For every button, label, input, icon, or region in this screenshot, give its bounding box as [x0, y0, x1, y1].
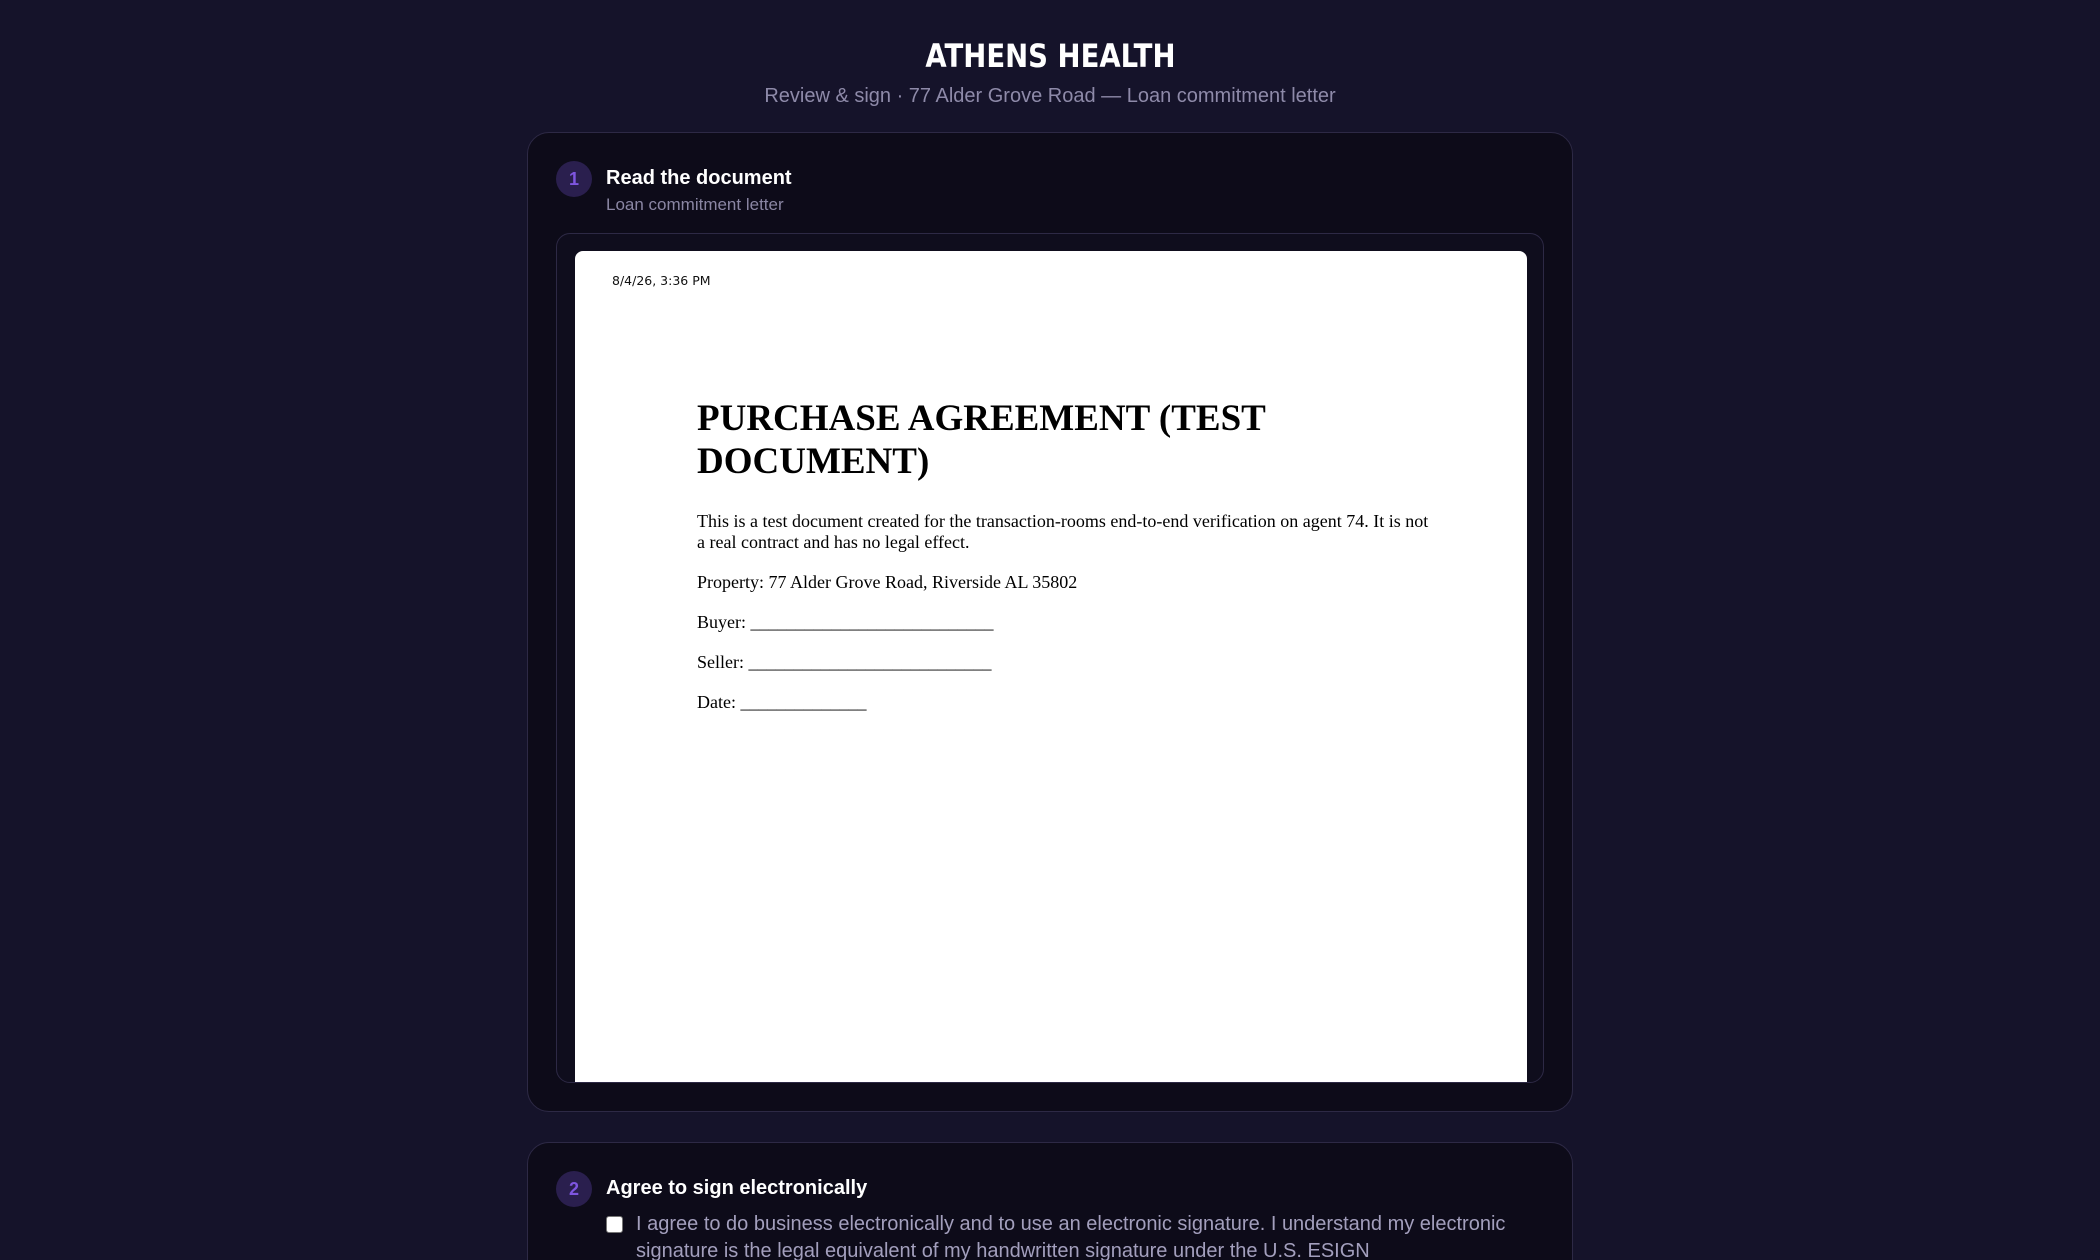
step-header [556, 1169, 867, 1207]
step-card-esign-consent [527, 1142, 1573, 1260]
step-number-badge: 2 [556, 1171, 592, 1207]
print-timestamp: 8/4/26, 3:36 PM [612, 273, 711, 288]
document-viewer[interactable] [556, 233, 1544, 1083]
step-card-read-document [527, 132, 1573, 1112]
document-intro: This is a test document created for the transaction-rooms end-to-end verification on agent 74. It is not a real contract and has no legal effect. [697, 511, 1429, 552]
brand-title: ATHENS HEALTH [924, 37, 1176, 75]
esign-consent-checkbox[interactable] [606, 1216, 623, 1233]
document-title: PURCHASE AGREEMENT (TEST DOCUMENT) [697, 398, 1266, 482]
esign-consent-row[interactable] [606, 1211, 1526, 1260]
document-buyer-line: Buyer: ___________________________ [697, 612, 994, 632]
document-body [697, 397, 1437, 732]
esign-consent-text[interactable]: I agree to do business electronically and to use an electronic signature. I understand my electronic signature is the legal equivalent of my handwritten signature under the U.S. ESIGN [636, 1213, 1506, 1260]
step-title: Agree to sign electronically [606, 1177, 868, 1199]
step-title: Read the document [606, 167, 792, 189]
document-property-line: Property: 77 Alder Grove Road, Riverside AL 35802 [697, 572, 1078, 592]
step-subtitle: Loan commitment letter [606, 195, 784, 214]
page-header [0, 34, 2100, 109]
step-number-badge: 1 [556, 161, 592, 197]
document-page [575, 251, 1527, 1083]
document-seller-line: Seller: ___________________________ [697, 652, 992, 672]
step-header [556, 159, 792, 216]
page-subtitle: Review & sign · 77 Alder Grove Road — Loan commitment letter [764, 85, 1336, 107]
document-date-line: Date: ______________ [697, 692, 867, 712]
